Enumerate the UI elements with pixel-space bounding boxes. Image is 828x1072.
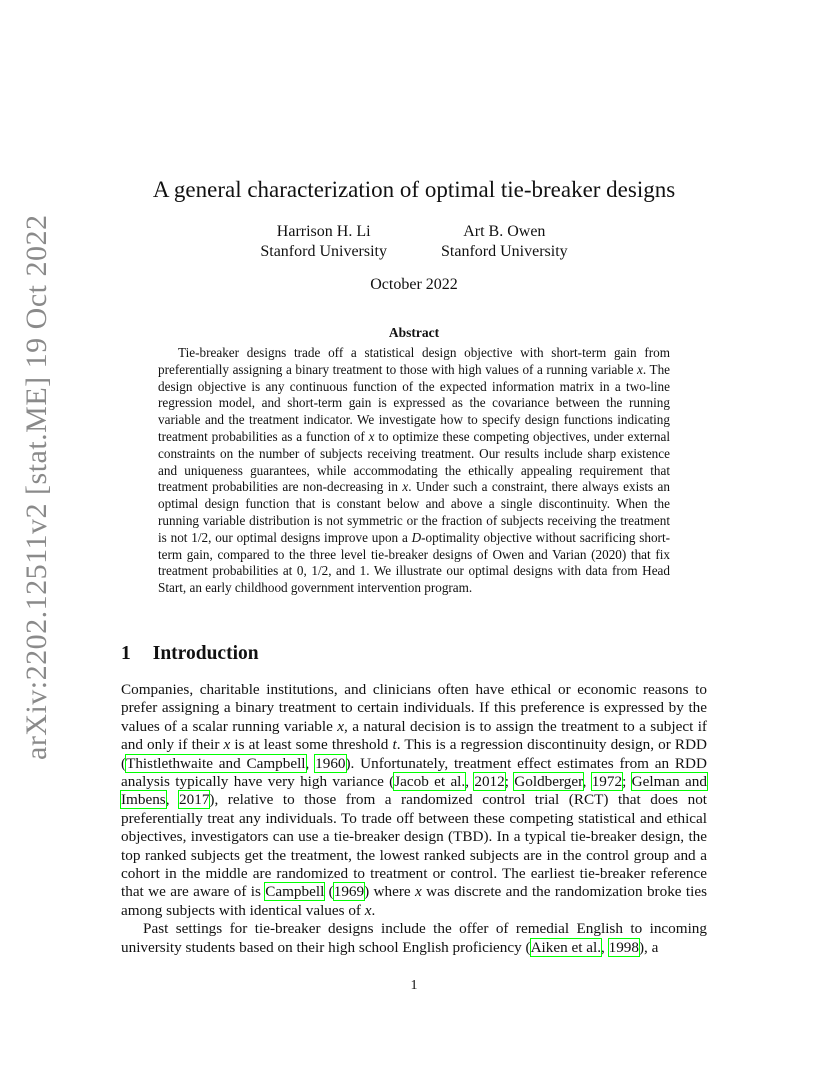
text-run: Companies, charitable institutions, and clinicians often have ethical or economic reasons to prefer assigning a binary treatment to certain individuals. If this preference is expressed by the values of a scalar running variable [121, 681, 707, 735]
text-run: , [305, 754, 316, 772]
text-run: . [371, 901, 376, 919]
citation-link[interactable]: 2017 [179, 791, 210, 809]
text-run: Past settings for tie-breaker designs include the offer of remedial English to incoming university students based on their high school English proficiency ( [121, 920, 707, 956]
text-run: is at least some threshold [230, 736, 393, 754]
section-heading [121, 643, 721, 665]
body-paragraph [121, 920, 707, 957]
math-symbol: x [223, 736, 231, 754]
math-symbol: x [337, 717, 345, 735]
author-2 [441, 222, 568, 262]
section-number: 1 [121, 643, 131, 664]
math-symbol: x [368, 428, 375, 444]
text-run: , [465, 773, 475, 791]
arxiv-side-stamp [20, 214, 60, 760]
text-run: , [582, 773, 592, 791]
author-1 [260, 222, 387, 262]
page-number: 1 [410, 978, 418, 993]
section-title: Introduction [152, 643, 259, 664]
introduction-body [121, 681, 707, 957]
body-paragraph [121, 681, 707, 920]
citation-link[interactable]: Goldberger [514, 773, 583, 791]
math-symbol: x [637, 361, 643, 377]
text-run: ), a [638, 938, 659, 956]
citation-link[interactable]: 2012 [474, 773, 505, 791]
citation-link[interactable]: 1969 [333, 883, 365, 901]
citation-link[interactable]: 1972 [591, 773, 623, 791]
citation-link[interactable]: 1998 [608, 938, 639, 956]
paper-title: A general characterization of optimal tie-breaker designs [152, 177, 676, 202]
arxiv-identifier: arXiv:2202.12511v2 [stat.ME] 19 Oct 2022 [20, 214, 53, 760]
author-block [0, 222, 828, 262]
text-run: ). Unfortunately, treatment effect estimates from an RDD analysis typically have very high variance ( [121, 754, 707, 791]
text-run: ), relative to those from a randomized control trial (RCT) that does not preferentially treat any individuals. To trade off between these competing statistical and ethical objectives, investigators can use a tie-breaker design (TBD). In a typical tie-breaker design, the top ranked subjects get the treatment, the lowest ranked subjects are in the control group and a cohort in the middle are randomized to treatment or control. The earliest tie-breaker reference that we are aware of is [121, 791, 708, 901]
citation-link[interactable]: Campbell [265, 883, 325, 901]
text-run: , a natural decision is to assign the treatment to a subject if and only if their [121, 717, 707, 754]
text-run: Tie-breaker designs trade off a statistical design objective with short-term gain from preferentially assigning a binary treatment to those with high values of a running variable [158, 345, 670, 377]
text-run: ( [324, 883, 334, 901]
citation-link[interactable]: Gelman and Imbens [121, 773, 707, 809]
text-run: -optimality objective without sacrificing short-term gain, compared to the three level tie-breaker designs of Owen and Varian (2020) that fix treatment probabilities at 0, 1/2, and 1. We illustrate our optimal designs with data from Head Start, an early childhood government intervention program. [158, 529, 670, 596]
citation-link[interactable]: Jacob et al. [394, 773, 466, 791]
text-run: to optimize these competing objectives, under external constraints on the number of subjects receiving treatment. Our results include sharp existence and uniqueness guarantees, while accommodating the ethically appealing requirement that treatment probabilities are non-decreasing in [158, 428, 670, 495]
text-run: , [165, 791, 180, 809]
text-run: . Under such a constraint, there always exists an optimal design function that is constant below and above a single discontinuity. When the running variable distribution is not symmetric or the fraction of subjects receiving the treatment is not 1/2, our optimal designs improve upon a [158, 479, 670, 545]
citation-link[interactable]: 1960 [315, 754, 346, 772]
text-run: was discrete and the randomization broke ties among subjects with identical values of [121, 883, 707, 919]
math-symbol: D [411, 529, 422, 545]
abstract-body [158, 345, 670, 597]
abstract-heading: Abstract [388, 325, 440, 340]
math-symbol: t [392, 736, 397, 754]
text-run: ; [504, 773, 515, 791]
citation-link[interactable]: Aiken et al. [530, 938, 602, 956]
text-run: ) where [364, 883, 415, 901]
text-run: . The design objective is any continuous function of the expected information matrix in a two-line regression model, and short-term gain is expressed as the covariance between the running variable and the treatment indicator. We investigate how to specify design functions indicating treatment probabilities as a function of [158, 361, 671, 444]
text-run: . This is a regression discontinuity design, or RDD ( [121, 736, 707, 772]
citation-link[interactable]: Thistlethwaite and Campbell [126, 754, 306, 772]
text-run: , [601, 938, 609, 956]
text-run: ; [622, 773, 632, 791]
author-name: Art B. Owen [463, 223, 546, 240]
author-affiliation: Stanford University [260, 243, 387, 260]
math-symbol: x [364, 901, 372, 919]
math-symbol: x [414, 883, 422, 901]
paper-date: October 2022 [370, 276, 458, 293]
math-symbol: x [402, 479, 409, 495]
author-affiliation: Stanford University [441, 243, 568, 260]
author-name: Harrison H. Li [276, 223, 371, 240]
